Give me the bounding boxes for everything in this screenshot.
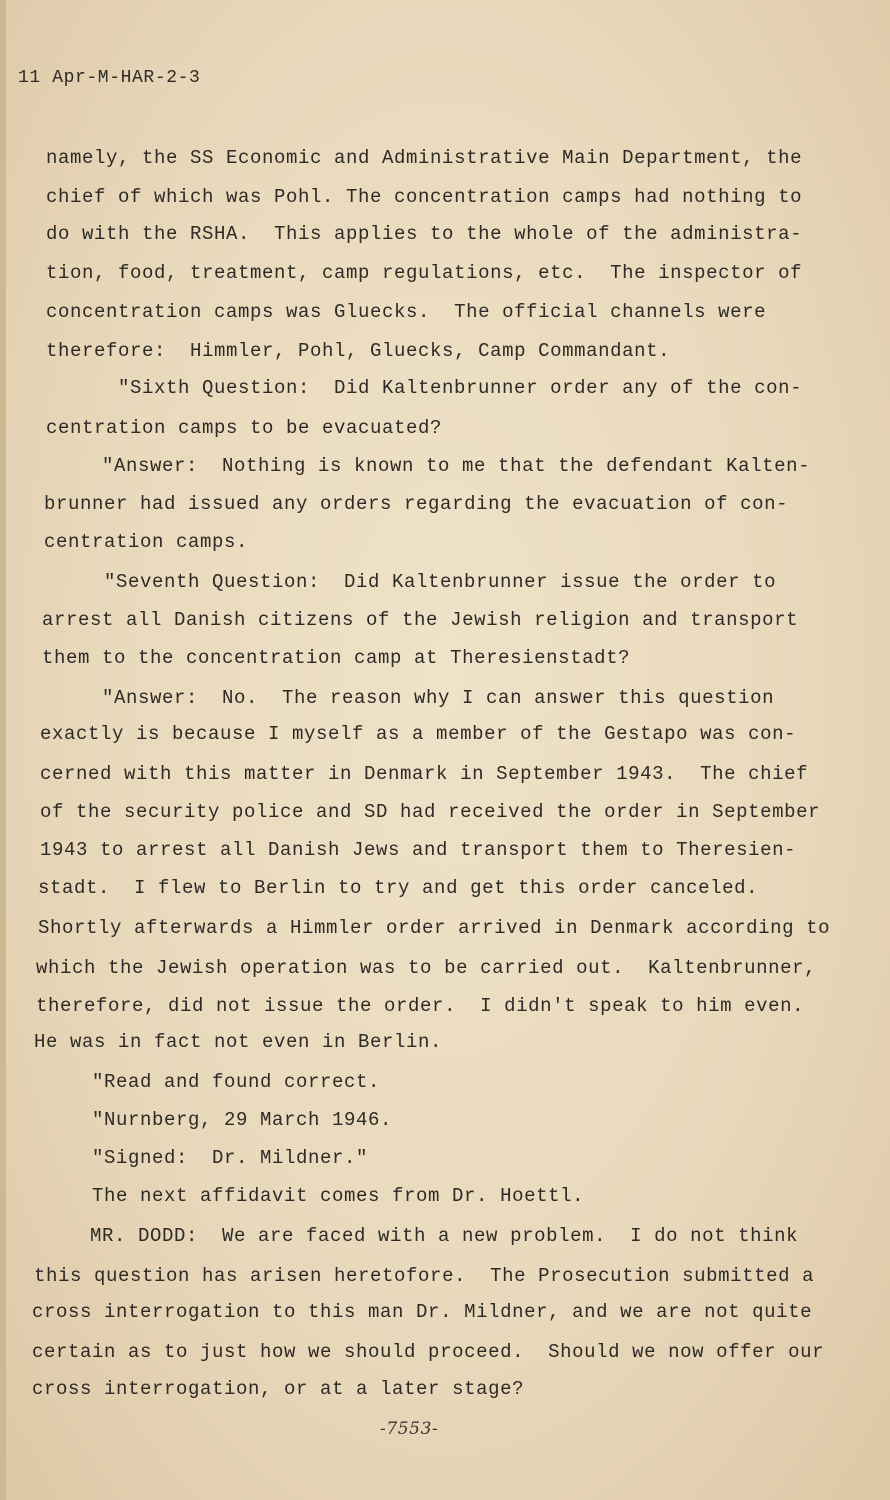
page-number: -7553-: [380, 1419, 439, 1439]
text-line: The next affidavit comes from Dr. Hoettl.: [92, 1185, 585, 1207]
text-line: which the Jewish operation was to be carried out. Kaltenbrunner,: [36, 957, 817, 979]
text-line: Shortly afterwards a Himmler order arrived in Denmark according to: [38, 917, 831, 939]
text-line: therefore: Himmler, Pohl, Gluecks, Camp Commandant.: [46, 340, 671, 362]
text-line: "Sixth Question: Did Kaltenbrunner order any of the con-: [118, 377, 803, 399]
text-line: arrest all Danish citizens of the Jewish religion and transport: [42, 609, 799, 631]
text-line: certain as to just how we should proceed. Should we now offer our: [32, 1341, 825, 1363]
page-edge: [0, 0, 6, 1500]
text-line: tion, food, treatment, camp regulations, etc. The inspector of: [46, 262, 803, 284]
text-line: cross interrogation to this man Dr. Mildner, and we are not quite: [32, 1301, 813, 1323]
text-line: centration camps to be evacuated?: [46, 417, 443, 439]
page-header: 11 Apr-M-HAR-2-3: [18, 68, 201, 88]
text-line: namely, the SS Economic and Administrative Main Department, the: [46, 147, 803, 169]
text-line: "Answer: No. The reason why I can answer this question: [102, 687, 775, 709]
text-line: exactly is because I myself as a member of the Gestapo was con-: [40, 723, 797, 745]
text-line: "Answer: Nothing is known to me that the defendant Kalten-: [102, 455, 811, 477]
text-line: centration camps.: [44, 531, 249, 553]
text-line: concentration camps was Gluecks. The official channels were: [46, 301, 767, 323]
text-line: "Read and found correct.: [92, 1071, 381, 1093]
text-line: them to the concentration camp at Theresienstadt?: [42, 647, 631, 669]
text-line: chief of which was Pohl. The concentration camps had nothing to: [46, 186, 803, 208]
text-line: "Signed: Dr. Mildner.": [92, 1147, 369, 1169]
text-line: this question has arisen heretofore. The Prosecution submitted a: [34, 1265, 815, 1287]
text-line: "Seventh Question: Did Kaltenbrunner issue the order to: [104, 571, 777, 593]
text-line: 1943 to arrest all Danish Jews and transport them to Theresien-: [40, 839, 797, 861]
text-line: stadt. I flew to Berlin to try and get this order canceled.: [38, 877, 759, 899]
text-line: He was in fact not even in Berlin.: [34, 1031, 443, 1053]
text-line: of the security police and SD had received the order in September: [40, 801, 821, 823]
text-line: cross interrogation, or at a later stage?: [32, 1378, 525, 1400]
text-line: therefore, did not issue the order. I didn't speak to him even.: [36, 995, 805, 1017]
text-line: do with the RSHA. This applies to the whole of the administra-: [46, 223, 803, 245]
text-line: "Nurnberg, 29 March 1946.: [92, 1109, 393, 1131]
text-line: MR. DODD: We are faced with a new problem. I do not think: [90, 1225, 799, 1247]
text-line: cerned with this matter in Denmark in September 1943. The chief: [40, 763, 809, 785]
text-line: brunner had issued any orders regarding the evacuation of con-: [44, 493, 789, 515]
